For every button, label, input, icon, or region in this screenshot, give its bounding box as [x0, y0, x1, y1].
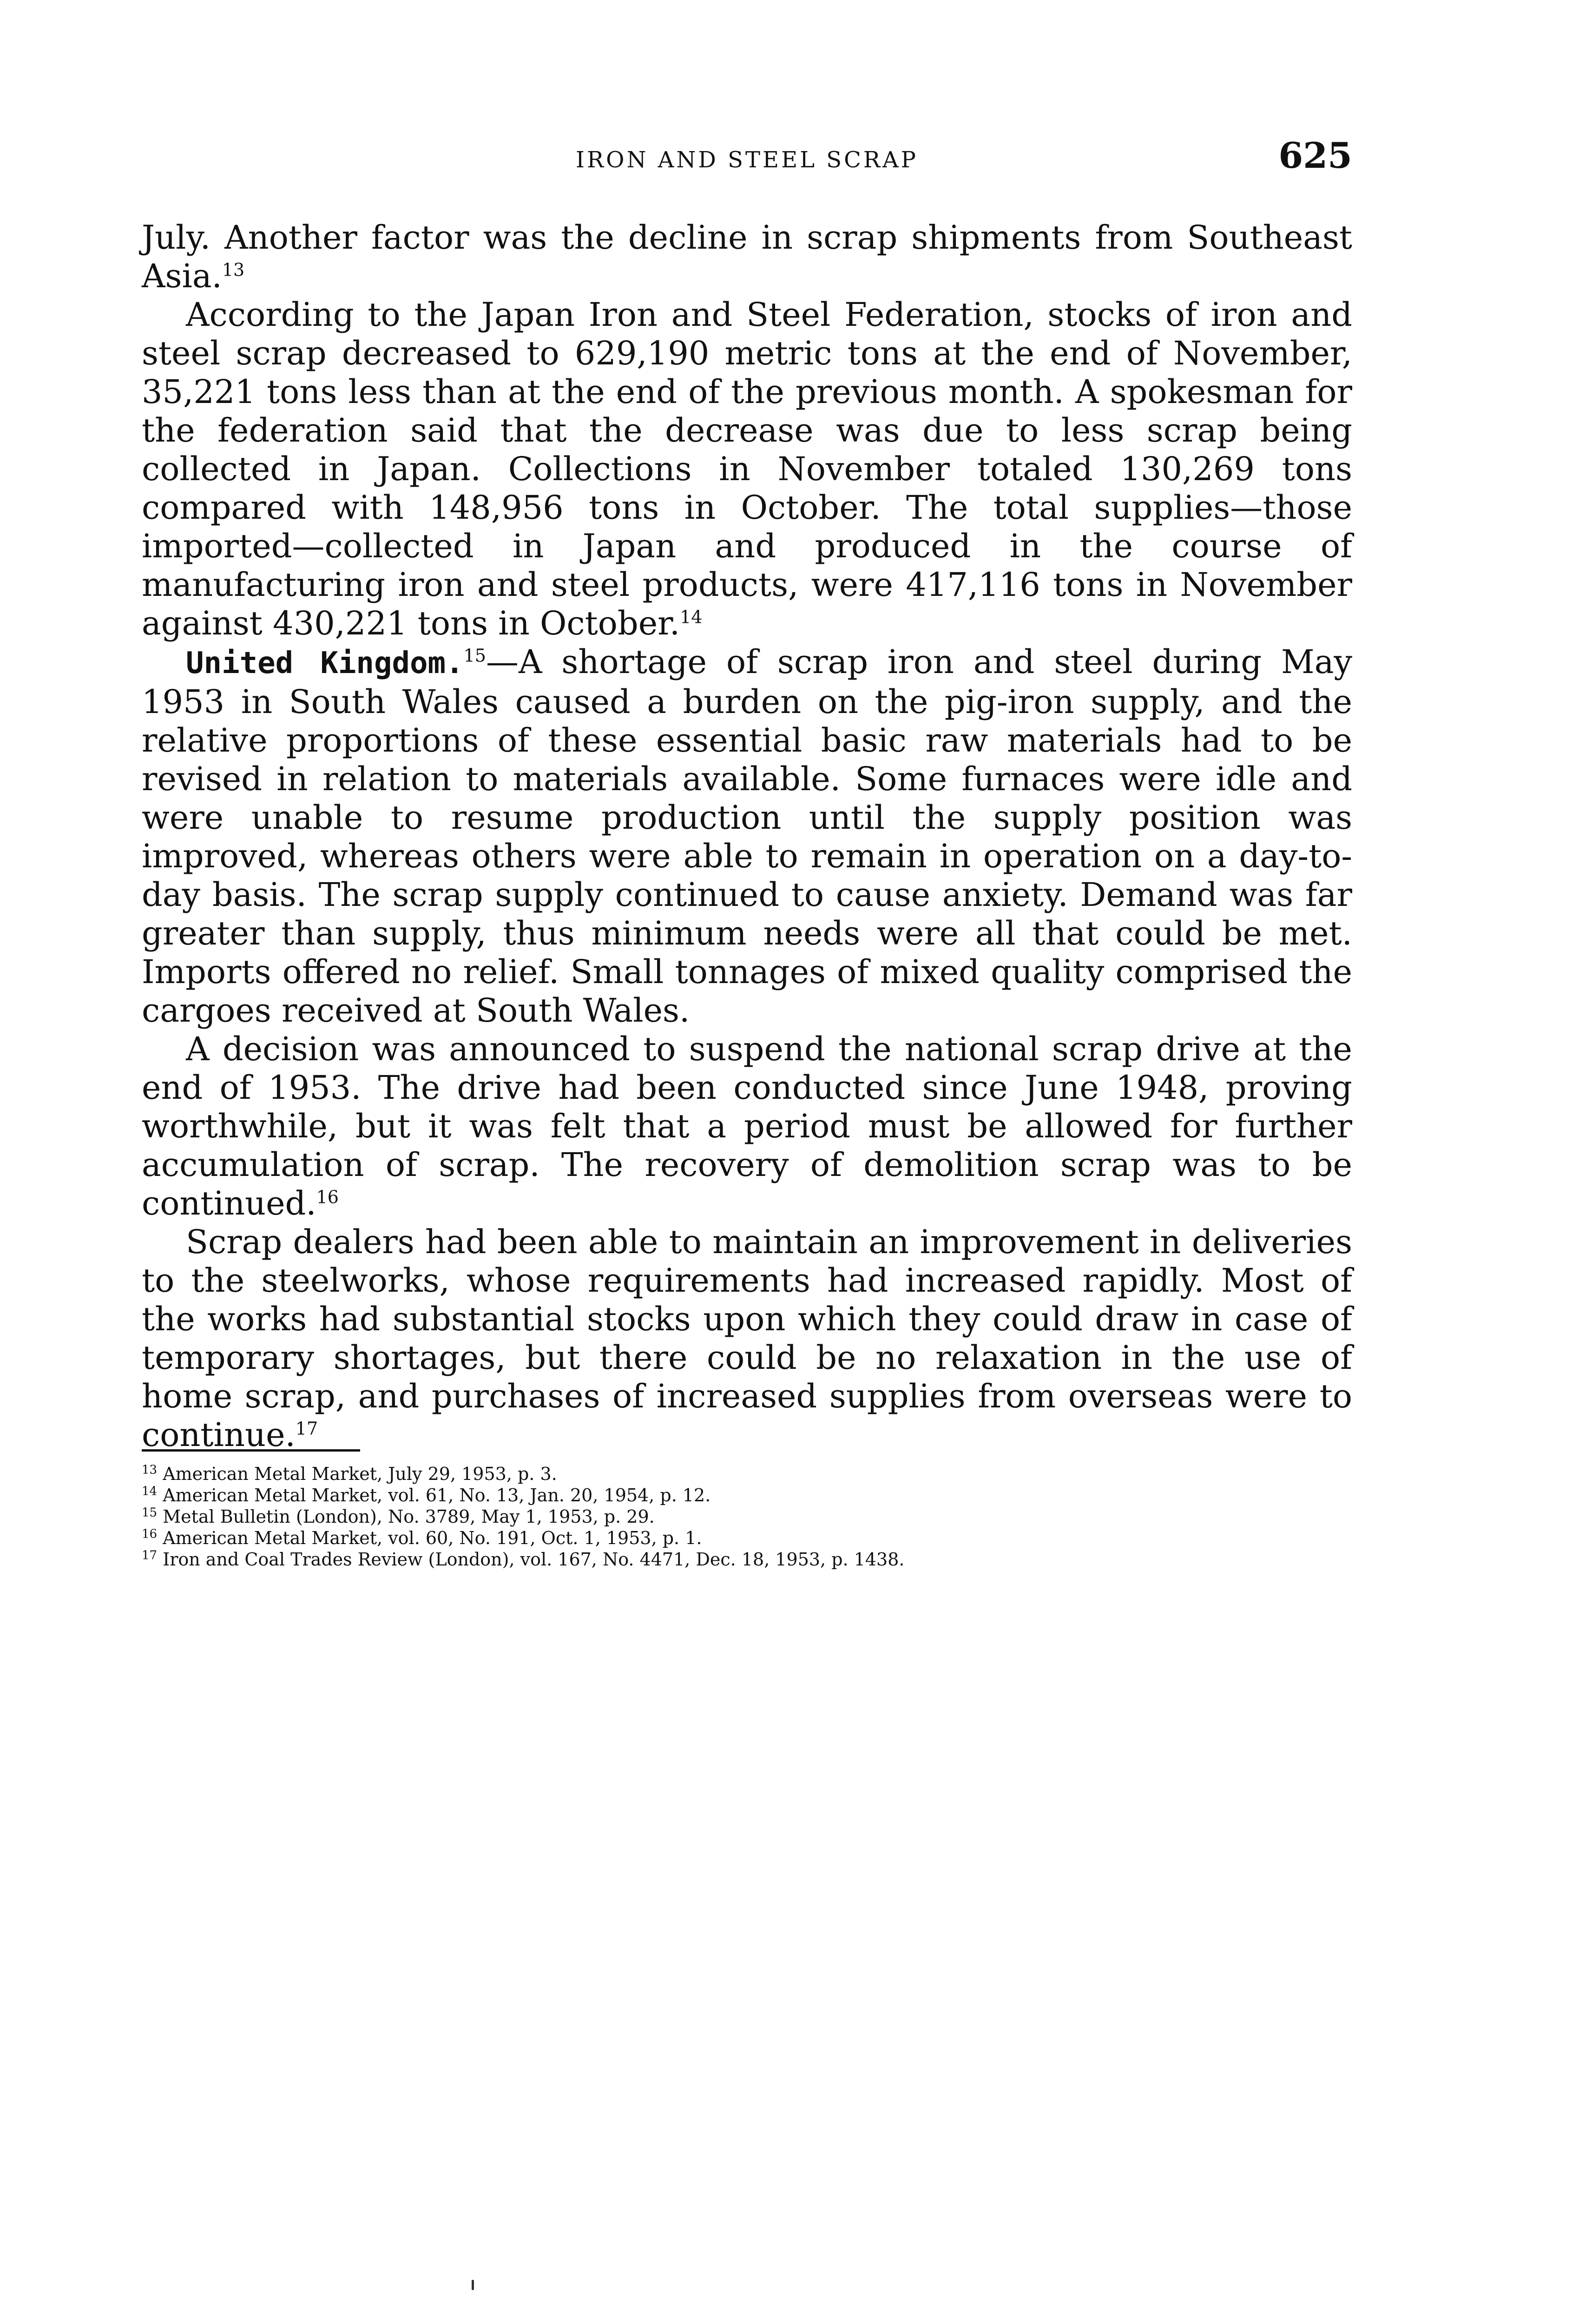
paragraph-5	[142, 1223, 1352, 1454]
paragraph-5-text: Scrap dealers had been able to maintain an improvement in deliveries to the steelworks, whose requirements had increased rapidly. Most of the works had substantial stocks upon which they could draw in case of temporary shortages, but there could be no relaxation in the use of home scrap, and purchases of increased supplies from overseas were to continue.	[142, 1223, 1352, 1454]
section-heading-united-kingdom: United Kingdom.	[186, 646, 464, 680]
paragraph-1-text: July. Another factor was the decline in scrap shipments from Southeast Asia.	[142, 218, 1352, 295]
footnote-number: 15	[142, 1505, 158, 1520]
footnote-13	[142, 1463, 1352, 1485]
footnote-text: American Metal Market, vol. 61, No. 13, Jan. 20, 1954, p. 12.	[163, 1485, 711, 1505]
footnote-number: 17	[142, 1548, 158, 1563]
paragraph-2	[142, 296, 1352, 643]
footnote-17	[142, 1549, 1352, 1570]
footnote-number: 16	[142, 1527, 158, 1541]
footnote-divider	[142, 1449, 360, 1452]
footnote-ref-14: 14	[680, 607, 703, 627]
footnote-ref-17: 17	[295, 1418, 318, 1439]
footnote-ref-16: 16	[316, 1187, 339, 1208]
footnote-ref-13: 13	[222, 259, 245, 280]
footnote-text: American Metal Market, vol. 60, No. 191, Oct. 1, 1953, p. 1.	[163, 1528, 702, 1548]
page-header	[142, 135, 1352, 191]
footnote-16	[142, 1527, 1352, 1549]
footnote-text: Metal Bulletin (London), No. 3789, May 1, 1953, p. 29.	[163, 1506, 655, 1527]
paragraph-3	[142, 643, 1352, 1030]
footnotes	[142, 1463, 1352, 1570]
paragraph-2-text: According to the Japan Iron and Steel Federation, stocks of iron and steel scrap decreased to 629,190 metric tons at the end of November, 35,221 tons less than at the end of the previous month. A spokesman for the federation said that the decrease was due to less scrap being collected in Japan. Collections in November totaled 130,269 tons compared with 148,956 tons in October. The total supplies—those imported—collected in Japan and produced in the course of manufacturing iron and steel products, were 417,116 tons in November against 430,221 tons in October.	[142, 296, 1352, 642]
page-number: 625	[1278, 135, 1352, 176]
footnote-ref-15: 15	[463, 645, 486, 666]
paragraph-4	[142, 1030, 1352, 1223]
paragraph-1	[142, 218, 1352, 296]
paragraph-4-text: A decision was announced to suspend the national scrap drive at the end of 1953. The drive had been conducted since June 1948, proving worthwhile, but it was felt that a period must be allowed for further accumulation of scrap. The recovery of demolition scrap was to be continued.	[142, 1030, 1352, 1222]
body-text	[142, 218, 1352, 1454]
running-head: IRON AND STEEL SCRAP	[576, 147, 918, 173]
footnote-15	[142, 1506, 1352, 1527]
footnote-number: 13	[142, 1463, 158, 1477]
stray-print-mark	[472, 2280, 474, 2290]
footnote-text: American Metal Market, July 29, 1953, p. 3.	[163, 1464, 557, 1484]
footnote-text: Iron and Coal Trades Review (London), vol. 167, No. 4471, Dec. 18, 1953, p. 1438.	[163, 1549, 905, 1570]
footnote-14	[142, 1485, 1352, 1506]
footnote-number: 14	[142, 1484, 158, 1499]
paragraph-3-text: —A shortage of scrap iron and steel during May 1953 in South Wales caused a burden on the pig-iron supply, and the relative proportions of these essential basic raw materials had to be revised in relation to materials available. Some furnaces were idle and were unable to resume production until the supply position was improved, whereas others were able to remain in operation on a day-to-day basis. The scrap supply continued to cause anxiety. Demand was far greater than supply, thus minimum needs were all that could be met. Imports offered no relief. Small tonnages of mixed quality comprised the cargoes received at South Wales.	[142, 643, 1352, 1030]
